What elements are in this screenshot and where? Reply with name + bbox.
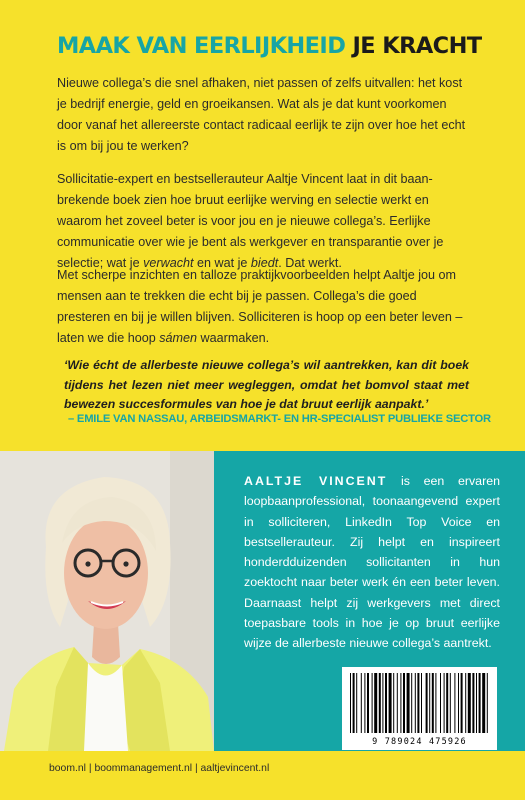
barcode-bar [393, 673, 394, 733]
barcode-bar [361, 673, 362, 733]
barcode-bar [421, 673, 422, 733]
headline-part-teal: MAAK VAN EERLIJKHEID [57, 33, 346, 59]
barcode-bar [476, 673, 477, 733]
headline [57, 30, 482, 62]
barcode-bar [389, 673, 392, 733]
barcode-bar [454, 673, 455, 733]
barcode-bar [472, 673, 474, 733]
blurb-paragraph-3 [57, 265, 471, 349]
barcode-bar [432, 673, 434, 733]
barcode-bar [426, 673, 428, 733]
barcode-bar [435, 673, 436, 733]
barcode-bar [450, 673, 451, 733]
barcode-bar [479, 673, 481, 733]
barcode-bar [417, 673, 419, 733]
barcode-bar [411, 673, 412, 733]
barcode-bar [468, 673, 471, 733]
paragraph-2-text: Sollicitatie-expert en bestsellerauteur Aaltje Vincent laat in dit baanbrekende boek zien hoe bruut eerlijke werving en selectie werkt en waarom het zoveel beter is voor jou en je nieuwe collega’s. Eerlijke communicatie over wie je bent als werkgever en transparantie over je selectie; wat je [57, 172, 444, 270]
paragraph-2-end: . Dat werkt. [278, 256, 342, 270]
barcode-bar [379, 673, 381, 733]
barcode-bar [487, 673, 488, 733]
barcode-bar [372, 673, 373, 733]
barcode-bar [364, 673, 365, 733]
paragraph-2-emphasis-1: verwacht [143, 256, 194, 270]
barcode-bar [400, 673, 401, 733]
barcode-bar [385, 673, 387, 733]
author-portrait-illustration [0, 451, 214, 751]
blurb-paragraph-1: Nieuwe collega’s die snel afhaken, niet passen of zelfs uitvallen: het kost je bedrijf energie, geld en groeikansen. Wat als je dat kunt voorkomen door vanaf het allereerste contact radicaal eerlijk te zijn over hoe het echt is om bij jou te werken? [57, 76, 466, 153]
barcode-bar [403, 673, 405, 733]
isbn-barcode [342, 667, 497, 750]
barcode-bars [348, 673, 491, 733]
headline-part-dark: JE KRACHT [352, 33, 482, 59]
footer-links: boom.nl | boommanagement.nl | aaltjevincent.nl [49, 763, 270, 774]
barcode-bar [415, 673, 416, 733]
barcode-bar [407, 673, 410, 733]
quote-part-2: de allerbeste nieuwe collega’s wil aantrekken, kan dit boek tijdens het lezen niet meer wegleggen, omdat het bomvol staat met bewezen succesformules van hoe je dat bruut eerlijk aanpakt.’ [64, 358, 469, 411]
quote-emphasis: écht [93, 358, 119, 372]
barcode-bar [465, 673, 466, 733]
barcode-bar [482, 673, 485, 733]
paragraph-2-emphasis-2: biedt [250, 256, 279, 270]
author-bio-panel [214, 451, 525, 751]
blurb-paragraph-2 [57, 169, 471, 274]
barcode-bar [374, 673, 377, 733]
barcode-bar [429, 673, 430, 733]
barcode-bar [446, 673, 448, 733]
barcode-bar [367, 673, 369, 733]
barcode-bar [382, 673, 383, 733]
isbn-digits: 9 789024 475926 [372, 737, 467, 747]
paragraph-3-text: Met scherpe inzichten en talloze praktijkvoorbeelden helpt Aaltje jou om mensen aan te trekken die echt bij je passen. Collega’s die goed presteren en bij je willen blijven. Solliciteren is hoop op een beter leven – laten we die hoop [57, 268, 463, 345]
barcode-bar [458, 673, 459, 733]
barcode-bar [353, 673, 355, 733]
author-name: AALTJE VINCENT [244, 474, 388, 488]
barcode-bar [444, 673, 445, 733]
barcode-bar [397, 673, 398, 733]
paragraph-3-emphasis: sámen [159, 331, 198, 345]
barcode-bar [461, 673, 463, 733]
author-bio [244, 471, 500, 654]
author-bio-text: is een ervaren loopbaanprofessional, toonaangevend expert in solliciteren, LinkedIn Top Voice en bestsellerauteur. Zij helpt en inspireert honderdduizenden sollicitanten in hun zoektocht naar beter werk én een beter leven. Daarnaast helpt zij werkgevers met direct toepasbare tools in hoe je op bruut eerlijke wijze de allerbeste nieuwe collega’s aantrekt. [244, 474, 500, 651]
endorsement-quote [64, 356, 469, 415]
quote-attribution: – EMILE VAN NASSAU, ARBEIDSMARKT- EN HR-SPECIALIST PUBLIEKE SECTOR [68, 413, 491, 425]
barcode-bar [440, 673, 441, 733]
footer [0, 751, 525, 800]
author-photo [0, 451, 214, 751]
quote-part-1: ‘Wie [64, 358, 90, 372]
paragraph-3-end: waarmaken. [200, 331, 270, 345]
paragraph-2-middle: en wat je [197, 256, 248, 270]
barcode-bar [356, 673, 357, 733]
barcode-bar [350, 673, 351, 733]
